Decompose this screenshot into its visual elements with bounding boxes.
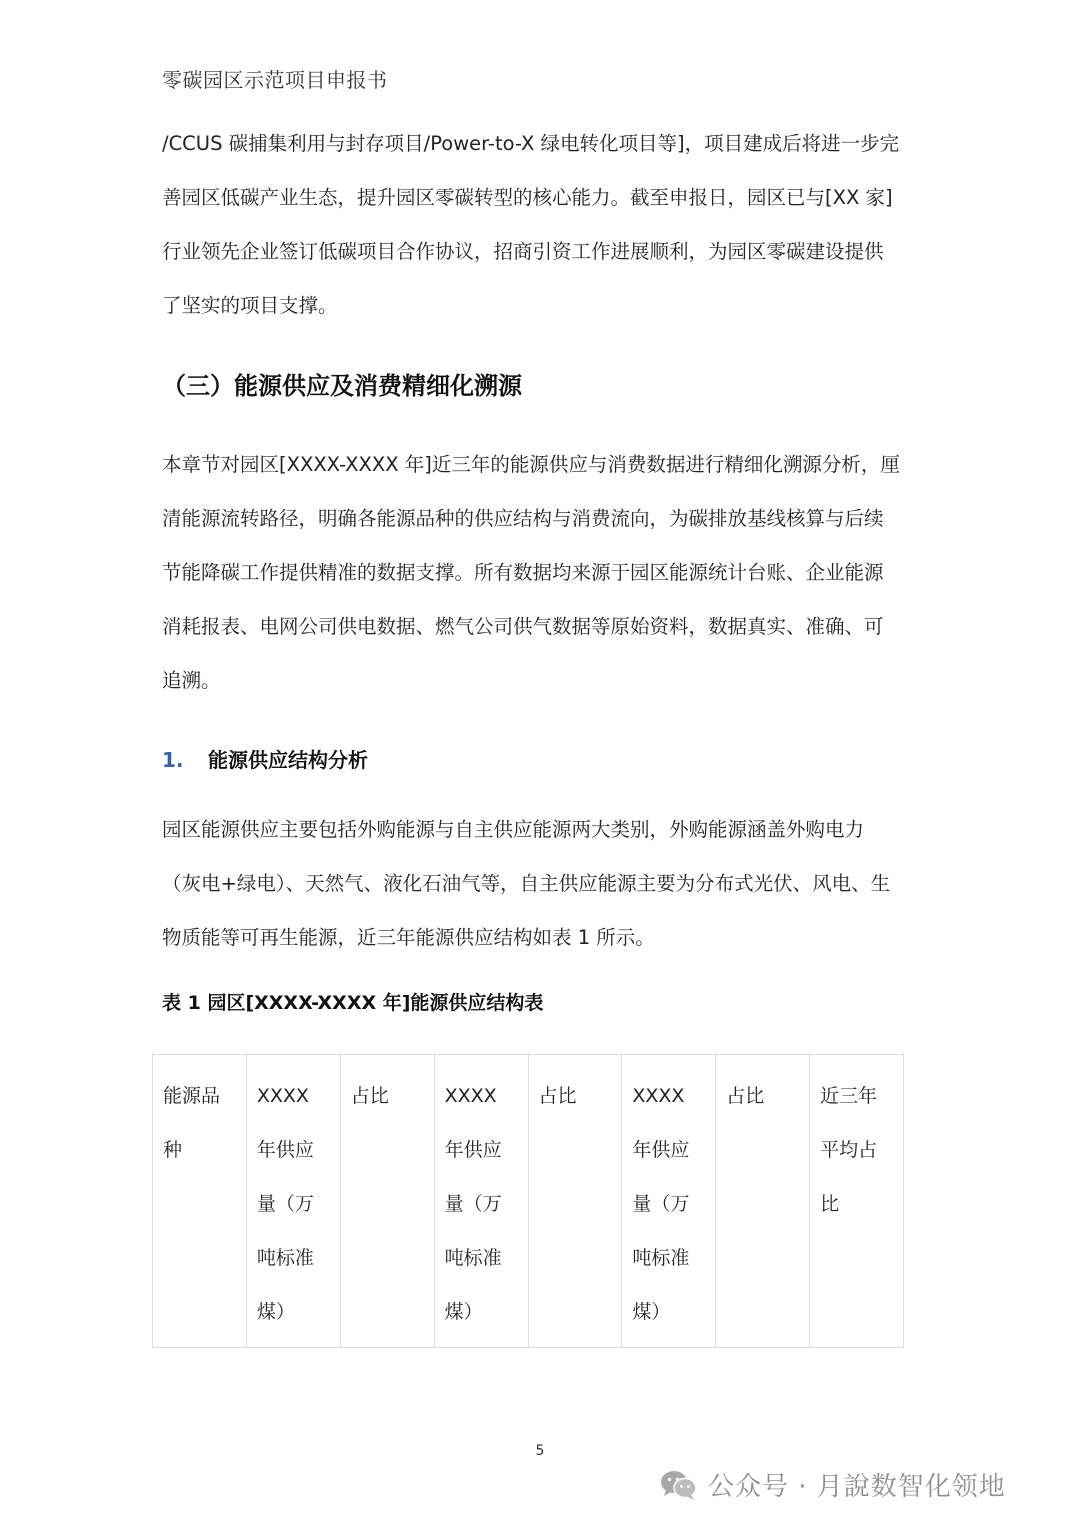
watermark-text: 公众号 · 月說数智化领地 bbox=[708, 1472, 1006, 1502]
subsection-paragraph bbox=[162, 803, 922, 965]
paragraph-line: 物质能等可再生能源，近三年能源供应结构如表 1 所示。 bbox=[162, 926, 655, 949]
paragraph-line: 消耗报表、电网公司供电数据、燃气公司供气数据等原始资料，数据真实、准确、可 bbox=[162, 615, 884, 638]
table-caption: 表 1 园区[XXXX-XXXX 年]能源供应结构表 bbox=[162, 992, 544, 1014]
table-header-row bbox=[153, 1055, 904, 1348]
intro-paragraph bbox=[162, 117, 922, 333]
document-header: 零碳园区示范项目申报书 bbox=[162, 68, 388, 92]
paragraph-line: 园区能源供应主要包括外购能源与自主供应能源两大类别，外购能源涵盖外购电力 bbox=[162, 818, 865, 841]
header-cell-year2-share: 占比 bbox=[528, 1055, 622, 1348]
subsection-number: 1. bbox=[162, 748, 184, 772]
paragraph-line: /CCUS 碳捕集利用与封存项目/Power-to-X 绿电转化项目等]，项目建成后将进一步完 bbox=[162, 132, 900, 155]
paragraph-line: 追溯。 bbox=[162, 669, 221, 692]
header-cell-year1-share: 占比 bbox=[340, 1055, 434, 1348]
header-cell-year3-share: 占比 bbox=[716, 1055, 810, 1348]
paragraph-line: 行业领先企业签订低碳项目合作协议，招商引资工作进展顺利，为园区零碳建设提供 bbox=[162, 240, 884, 263]
page-number: 5 bbox=[535, 1443, 545, 1459]
paragraph-line: 了坚实的项目支撑。 bbox=[162, 294, 338, 317]
header-cell-year2-supply: XXXX 年供应 量（万 吨标准 煤） bbox=[434, 1055, 528, 1348]
subsection-heading bbox=[162, 744, 368, 773]
header-cell-energy-type: 能源品 种 bbox=[153, 1055, 247, 1348]
paragraph-line: 节能降碳工作提供精准的数据支撑。所有数据均来源于园区能源统计台账、企业能源 bbox=[162, 561, 884, 584]
watermark bbox=[660, 1466, 1006, 1503]
paragraph-line: 善园区低碳产业生态，提升园区零碳转型的核心能力。截至申报日，园区已与[XX 家] bbox=[162, 186, 893, 209]
paragraph-line: （灰电+绿电）、天然气、液化石油气等，自主供应能源主要为分布式光伏、风电、生 bbox=[162, 872, 891, 895]
section-paragraph bbox=[162, 438, 922, 708]
header-cell-year3-supply: XXXX 年供应 量（万 吨标准 煤） bbox=[622, 1055, 716, 1348]
paragraph-line: 本章节对园区[XXXX-XXXX 年]近三年的能源供应与消费数据进行精细化溯源分析，厘 bbox=[162, 453, 900, 476]
subsection-title: 能源供应结构分析 bbox=[208, 748, 368, 772]
section-heading: （三）能源供应及消费精细化溯源 bbox=[162, 372, 522, 400]
header-cell-year1-supply: XXXX 年供应 量（万 吨标准 煤） bbox=[246, 1055, 340, 1348]
paragraph-line: 清能源流转路径，明确各能源品种的供应结构与消费流向，为碳排放基线核算与后续 bbox=[162, 507, 884, 530]
energy-supply-table bbox=[152, 1054, 904, 1348]
header-cell-three-year-average-share: 近三年 平均占 比 bbox=[810, 1055, 904, 1348]
wechat-icon bbox=[660, 1469, 698, 1501]
